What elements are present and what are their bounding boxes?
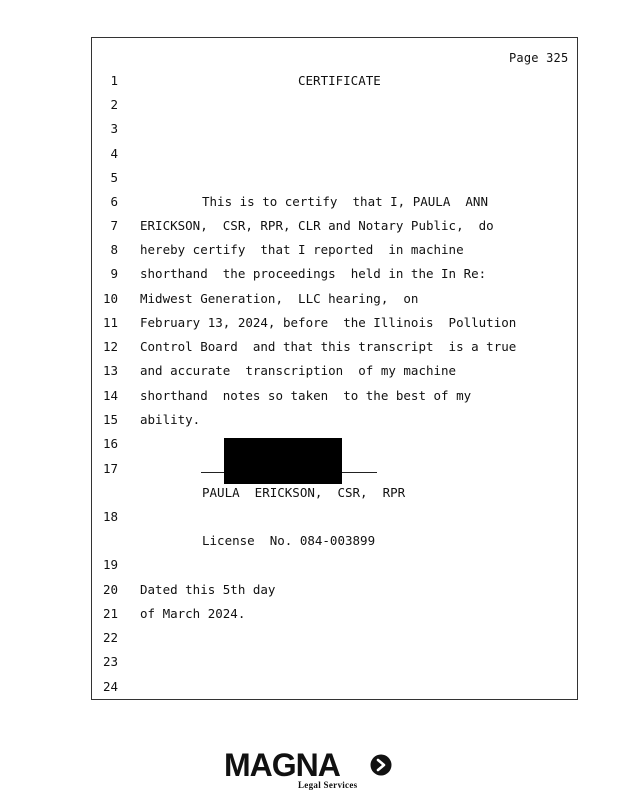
line-number: 5 [110, 170, 118, 185]
line-text: Control Board and that this transcript is a true [140, 339, 517, 354]
line-text: Dated this 5th day [140, 582, 276, 597]
line-number: 10 [102, 291, 118, 306]
line-number: 19 [102, 557, 118, 572]
transcript-line [0, 315, 618, 331]
line-number: 21 [102, 606, 118, 621]
transcript-line [0, 339, 618, 355]
line-number: 3 [110, 121, 118, 136]
transcript-line [0, 388, 618, 404]
line-number: 20 [102, 582, 118, 597]
transcript-line [0, 218, 618, 234]
transcript-line [0, 485, 618, 501]
line-text: hereby certify that I reported in machine [140, 242, 464, 257]
transcript-line [0, 606, 618, 622]
line-text: License No. 084-003899 [202, 533, 376, 548]
transcript-line [0, 73, 618, 89]
line-text: of March 2024. [140, 606, 246, 621]
line-number: 13 [102, 363, 118, 378]
line-text: ERICKSON, CSR, RPR, CLR and Notary Public, do [140, 218, 494, 233]
line-number: 18 [102, 509, 118, 524]
page-number: Page 325 [509, 51, 569, 65]
transcript-line [0, 291, 618, 307]
line-number: 22 [102, 630, 118, 645]
line-number: 24 [102, 679, 118, 694]
transcript-line [0, 654, 618, 670]
transcript-line [0, 509, 618, 525]
transcript-line [0, 533, 618, 549]
transcript-line [0, 363, 618, 379]
line-text: shorthand the proceedings held in the In Re: [140, 266, 487, 281]
line-text: PAULA ERICKSON, CSR, RPR [202, 485, 406, 500]
logo-wordmark: MAGNA [224, 747, 340, 783]
line-number: 7 [110, 218, 118, 233]
line-number: 16 [102, 436, 118, 451]
line-number: 1 [110, 73, 118, 88]
line-text: February 13, 2024, before the Illinois Pollution [140, 315, 517, 330]
line-text: Midwest Generation, LLC hearing, on [140, 291, 419, 306]
transcript-line [0, 412, 618, 428]
transcript-line [0, 630, 618, 646]
transcript-line [0, 679, 618, 695]
transcript-line [0, 121, 618, 137]
line-text: CERTIFICATE [298, 73, 381, 88]
transcript-line [0, 194, 618, 210]
magna-logo [224, 748, 394, 792]
line-number: 4 [110, 146, 118, 161]
line-number: 9 [110, 266, 118, 281]
transcript-line [0, 146, 618, 162]
redacted-signature [224, 438, 342, 484]
chevron-right-icon [370, 754, 392, 776]
line-number: 6 [110, 194, 118, 209]
line-number: 23 [102, 654, 118, 669]
transcript-line [0, 266, 618, 282]
line-number: 17 [102, 461, 118, 476]
line-number: 11 [102, 315, 118, 330]
transcript-line [0, 242, 618, 258]
transcript-line [0, 170, 618, 186]
line-text: This is to certify that I, PAULA ANN [202, 194, 488, 209]
line-text: ability. [140, 412, 201, 427]
line-number: 12 [102, 339, 118, 354]
transcript-line [0, 557, 618, 573]
transcript-line [0, 582, 618, 598]
transcript-line [0, 97, 618, 113]
line-number: 15 [102, 412, 118, 427]
line-text: shorthand notes so taken to the best of my [140, 388, 472, 403]
line-number: 14 [102, 388, 118, 403]
line-text: and accurate transcription of my machine [140, 363, 457, 378]
logo-tagline: Legal Services [298, 780, 358, 790]
line-number: 2 [110, 97, 118, 112]
line-number: 8 [110, 242, 118, 257]
